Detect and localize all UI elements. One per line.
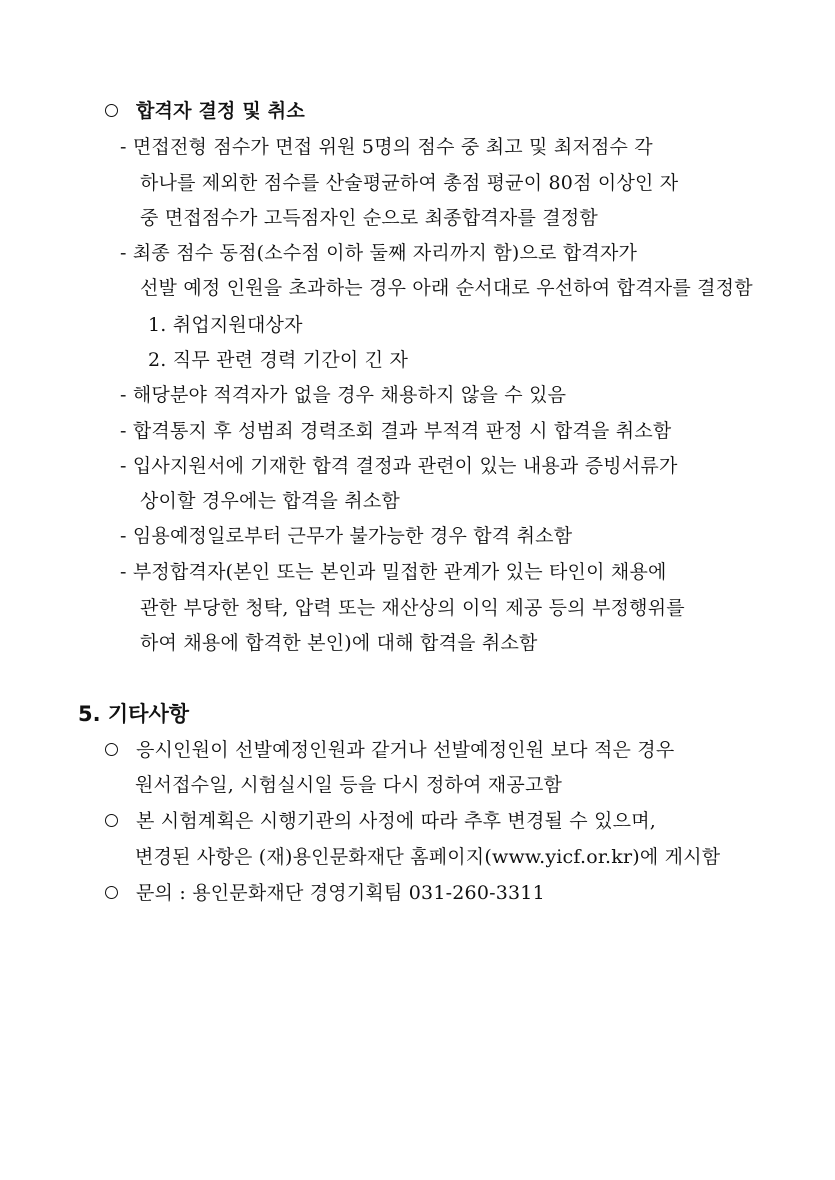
results-line-1: - 면접전형 점수가 면접 위원 5명의 점수 중 최고 및 최저점수 각 [120,136,653,158]
other-line-2: 원서접수일, 시험실시일 등을 다시 정하여 재공고함 [135,774,563,796]
results-line-11: 상이할 경우에는 합격을 취소함 [140,490,400,512]
results-line-2: 하나를 제외한 점수를 산술평균하여 총점 평균이 80점 이상인 자 [140,172,679,194]
results-line-3: 중 면접점수가 고득점자인 순으로 최종합격자를 결정함 [140,207,598,229]
other-line-3 [105,808,656,834]
other-text-1: 응시인원이 선발예정인원과 같거나 선발예정인원 보다 적은 경우 [136,739,675,761]
circle-bullet-icon [105,104,118,117]
circle-bullet-icon [105,743,118,756]
other-line-5 [105,880,545,906]
results-line-15: 하여 채용에 합격한 본인)에 대해 합격을 취소함 [140,632,538,654]
circle-bullet-icon [105,886,118,899]
results-line-8: - 해당분야 적격자가 없을 경우 채용하지 않을 수 있음 [120,384,567,406]
results-line-5: 선발 예정 인원을 초과하는 경우 아래 순서대로 우선하여 합격자를 결정함 [140,277,753,299]
other-text-5: 문의 : 용인문화재단 경영기획팀 031-260-3311 [136,882,545,904]
results-line-4: - 최종 점수 동점(소수점 이하 둘째 자리까지 함)으로 합격자가 [120,242,638,264]
section-other-heading: 5. 기타사항 [78,702,190,726]
results-line-13: - 부정합격자(본인 또는 본인과 밀접한 관계가 있는 타인이 채용에 [120,561,667,583]
results-line-14: 관한 부당한 청탁, 압력 또는 재산상의 이익 제공 등의 부정행위를 [140,597,685,619]
results-line-6: 1. 취업지원대상자 [148,314,303,336]
other-line-1 [105,737,674,763]
results-line-7: 2. 직무 관련 경력 기간이 긴 자 [148,349,409,371]
other-line-4: 변경된 사항은 (재)용인문화재단 홈페이지(www.yicf.or.kr)에 게시함 [135,846,721,868]
results-line-9: - 합격통지 후 성범죄 경력조회 결과 부적격 판정 시 합격을 취소함 [120,420,672,442]
section-results-title-line [105,98,305,124]
other-text-3: 본 시험계획은 시행기관의 사정에 따라 추후 변경될 수 있으며, [136,810,657,832]
results-line-10: - 입사지원서에 기재한 합격 결정과 관련이 있는 내용과 증빙서류가 [120,455,678,477]
section-results-title: 합격자 결정 및 취소 [136,100,305,122]
circle-bullet-icon [105,814,118,827]
results-line-12: - 임용예정일로부터 근무가 불가능한 경우 합격 취소함 [120,525,573,547]
